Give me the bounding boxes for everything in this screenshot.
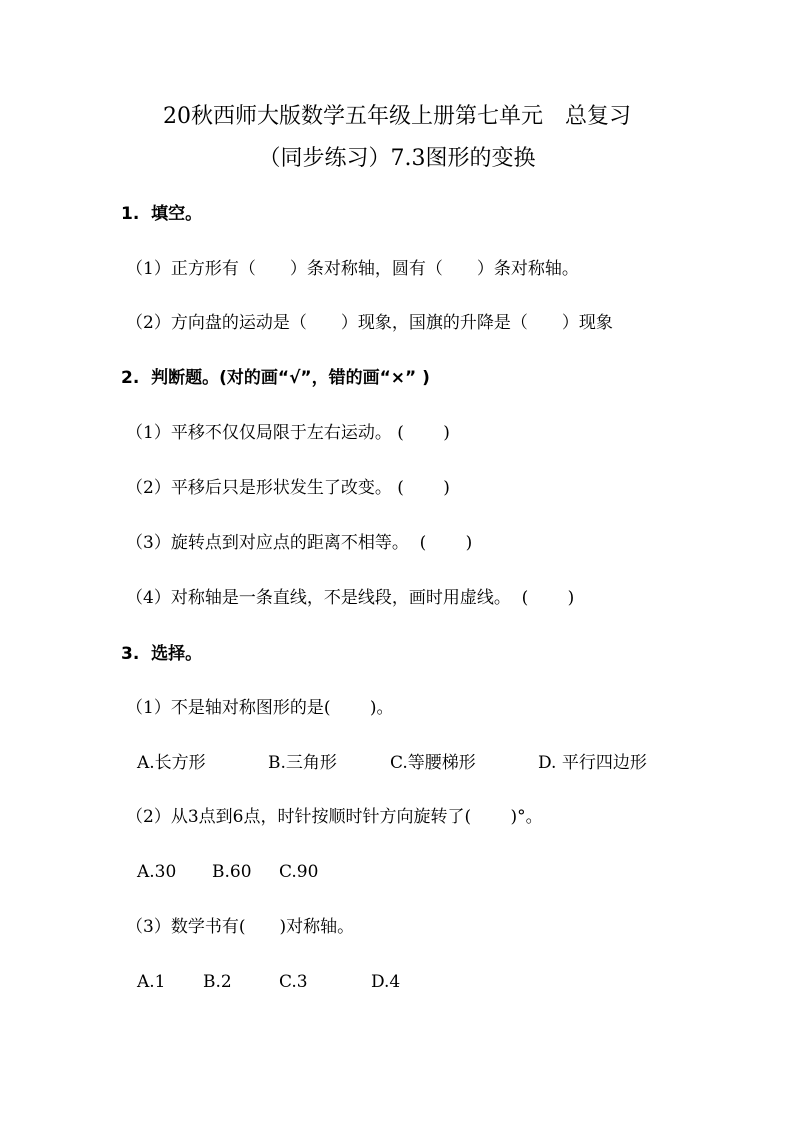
fill-blank-question-2: （2）方向盘的运动是（ ）现象，国旗的升降是（ ）现象 [126, 313, 613, 333]
section-1-heading: 1. 填空。 [121, 204, 203, 224]
document-title-line-2: （同步练习）7.3图形的变换 [258, 146, 536, 171]
true-false-question-2: （2）平移后只是形状发生了改变。 ( ) [126, 478, 450, 498]
true-false-question-1: （1）平移不仅仅局限于左右运动。 ( ) [126, 423, 450, 443]
option-a: A.长方形 [137, 753, 206, 773]
option-d: D. 平行四边形 [538, 753, 647, 773]
option-c: C.90 [279, 862, 319, 882]
choice-question-3: （3）数学书有( )对称轴。 [126, 917, 355, 937]
true-false-question-4: （4）对称轴是一条直线，不是线段，画时用虚线。 ( ) [126, 588, 575, 608]
choice-question-1: （1）不是轴对称图形的是( )。 [126, 698, 394, 718]
option-b: B.60 [212, 862, 252, 882]
section-2-heading: 2. 判断题。(对的画“√”，错的画“×” ) [121, 368, 430, 388]
document-title-line-1: 20秋西师大版数学五年级上册第七单元 总复习 [163, 104, 631, 129]
option-b: B.2 [203, 972, 232, 992]
option-a: A.1 [137, 972, 166, 992]
option-b: B.三角形 [268, 753, 337, 773]
option-d: D.4 [371, 972, 401, 992]
option-a: A.30 [137, 862, 177, 882]
section-3-heading: 3. 选择。 [121, 644, 203, 664]
fill-blank-question-1: （1）正方形有（ ）条对称轴，圆有（ ）条对称轴。 [126, 259, 579, 279]
option-c: C.等腰梯形 [390, 753, 476, 773]
choice-question-2: （2）从3点到6点，时针按顺时针方向旋转了( )°。 [126, 807, 543, 827]
true-false-question-3: （3）旋转点到对应点的距离不相等。 ( ) [126, 533, 473, 553]
option-c: C.3 [279, 972, 308, 992]
